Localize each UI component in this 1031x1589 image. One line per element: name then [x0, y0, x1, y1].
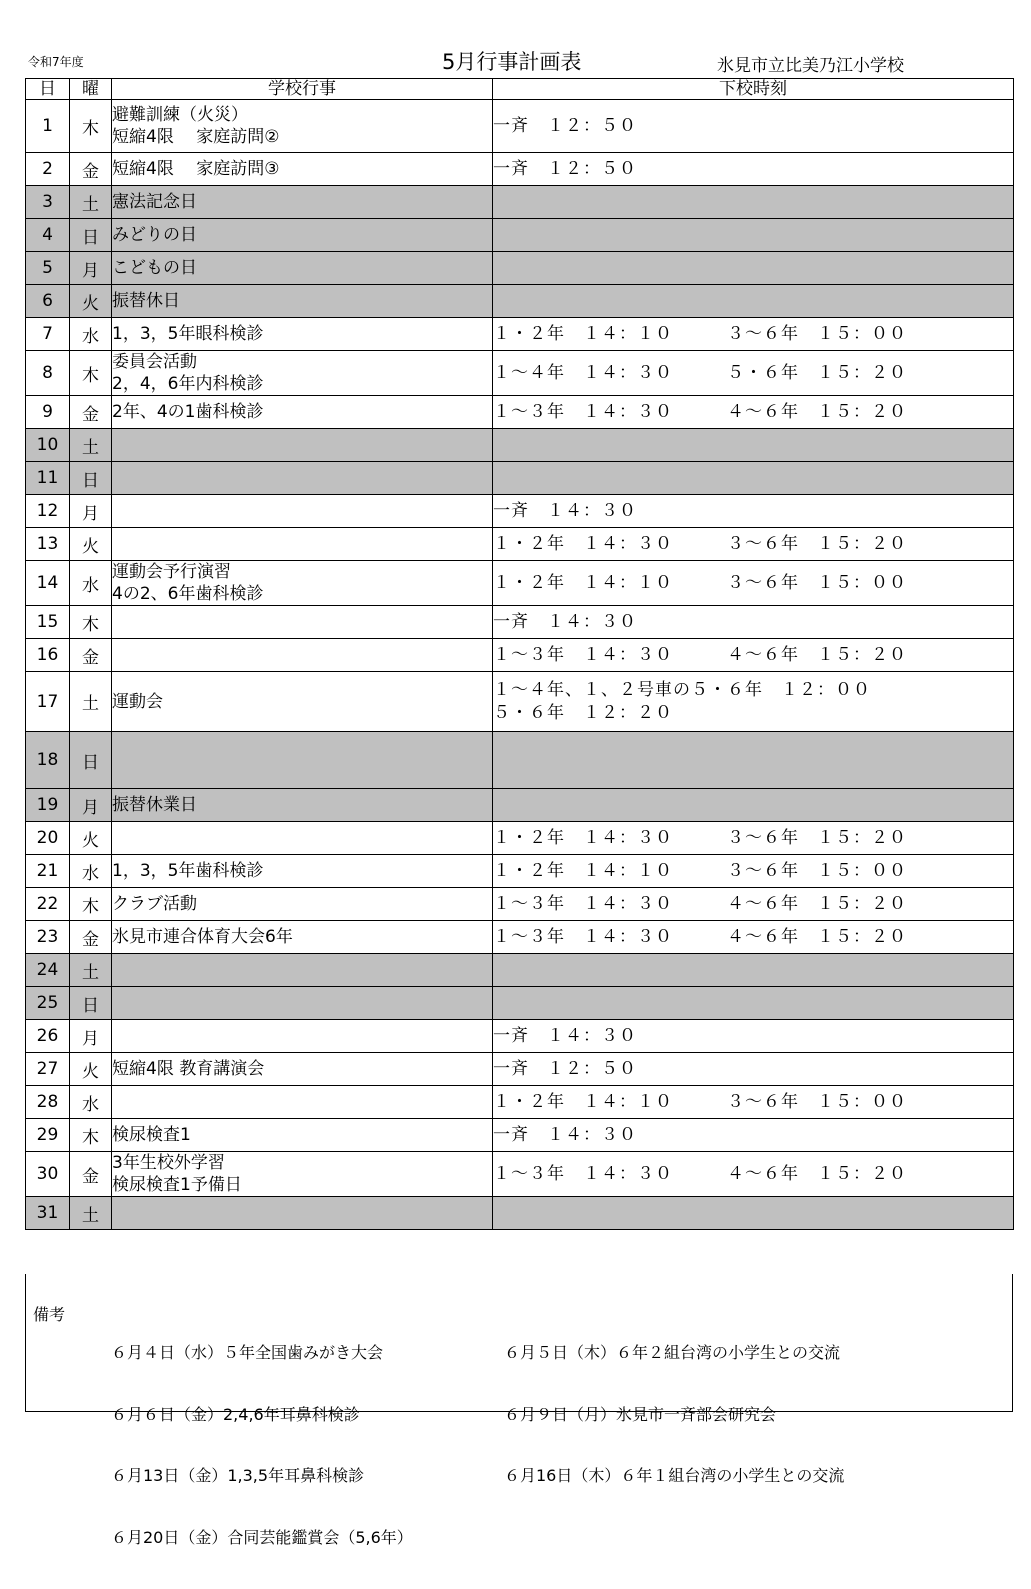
event-cell — [112, 732, 493, 789]
weekday-cell: 金 — [70, 1152, 112, 1197]
day-cell: 1 — [26, 100, 70, 153]
dismissal-cell — [493, 186, 1014, 219]
event-cell — [112, 100, 493, 153]
dismissal-line: 一斉 １２：５０ — [493, 115, 637, 136]
dismissal-cell — [493, 888, 1014, 921]
dismissal-cell — [493, 789, 1014, 822]
weekday-cell: 月 — [70, 252, 112, 285]
dismissal-cell — [493, 1053, 1014, 1086]
weekday-cell: 土 — [70, 672, 112, 732]
table-row — [26, 186, 1014, 219]
event-line: 振替休日 — [112, 291, 180, 311]
event-cell — [112, 606, 493, 639]
dismissal-line: １・２年 １４：３０ ３～６年 １５：２０ — [493, 827, 907, 848]
day-cell: 28 — [26, 1086, 70, 1119]
event-line: 振替休業日 — [112, 795, 197, 815]
day-cell: 15 — [26, 606, 70, 639]
table-row — [26, 921, 1014, 954]
day-cell: 22 — [26, 888, 70, 921]
weekday-cell: 木 — [70, 888, 112, 921]
table-row — [26, 1152, 1014, 1197]
page-title: 5月行事計画表 — [442, 50, 582, 74]
table-row — [26, 100, 1014, 153]
day-cell: 21 — [26, 855, 70, 888]
dismissal-line: １～３年 １４：３０ ４～６年 １５：２０ — [493, 893, 907, 914]
event-cell — [112, 351, 493, 396]
column-header-events: 学校行事 — [112, 79, 493, 100]
note-item: ６月６日（金）2,4,6年耳鼻科検診 — [111, 1404, 360, 1424]
weekday-cell: 金 — [70, 639, 112, 672]
table-row — [26, 672, 1014, 732]
weekday-cell: 水 — [70, 561, 112, 606]
note-item: ６月16日（木）６年１組台湾の小学生との交流 — [504, 1466, 845, 1485]
weekday-cell: 月 — [70, 789, 112, 822]
dismissal-line: １～３年 １４：３０ ４～６年 １５：２０ — [493, 926, 907, 947]
weekday-cell: 火 — [70, 822, 112, 855]
column-header-weekday: 曜 — [70, 79, 112, 100]
dismissal-cell — [493, 396, 1014, 429]
table-row — [26, 219, 1014, 252]
event-line: 4の2、6年歯科検診 — [112, 584, 264, 604]
event-cell — [112, 285, 493, 318]
event-line: 3年生校外学習 — [112, 1153, 225, 1173]
dismissal-line: １～３年 １４：３０ ４～６年 １５：２０ — [493, 1163, 907, 1184]
event-line: 短縮4限 家庭訪問③ — [112, 159, 280, 179]
day-cell: 26 — [26, 1020, 70, 1053]
weekday-cell: 土 — [70, 186, 112, 219]
weekday-cell: 金 — [70, 153, 112, 186]
event-line: こどもの日 — [112, 258, 197, 278]
table-row — [26, 285, 1014, 318]
dismissal-cell — [493, 954, 1014, 987]
day-cell: 31 — [26, 1197, 70, 1230]
dismissal-line: １・２年 １４：１０ ３～６年 １５：００ — [493, 323, 907, 344]
day-cell: 24 — [26, 954, 70, 987]
dismissal-cell — [493, 732, 1014, 789]
notes-label: 備考 — [33, 1305, 66, 1324]
note-item: ６月４日（水）５年全国歯みがき大会 — [111, 1343, 384, 1362]
day-cell: 2 — [26, 153, 70, 186]
weekday-cell: 木 — [70, 1119, 112, 1152]
table-row — [26, 1086, 1014, 1119]
dismissal-cell — [493, 318, 1014, 351]
day-cell: 4 — [26, 219, 70, 252]
dismissal-cell — [493, 153, 1014, 186]
dismissal-line: １～４年、１、２号車の５・６年 １２：００ — [493, 679, 871, 700]
dismissal-cell — [493, 252, 1014, 285]
table-row — [26, 462, 1014, 495]
event-line: 検尿検査1 — [112, 1125, 191, 1145]
event-cell — [112, 561, 493, 606]
event-cell — [112, 396, 493, 429]
weekday-cell: 火 — [70, 528, 112, 561]
event-line: 避難訓練（火災） — [112, 105, 248, 125]
event-cell — [112, 822, 493, 855]
day-cell: 17 — [26, 672, 70, 732]
event-cell — [112, 1053, 493, 1086]
weekday-cell: 水 — [70, 318, 112, 351]
weekday-cell: 木 — [70, 351, 112, 396]
weekday-cell: 土 — [70, 1197, 112, 1230]
weekday-cell: 水 — [70, 855, 112, 888]
event-cell — [112, 186, 493, 219]
event-cell — [112, 1119, 493, 1152]
note-item: ６月20日（金）合同芸能鑑賞会（5,6年） — [111, 1527, 413, 1547]
event-cell — [112, 1086, 493, 1119]
event-cell — [112, 987, 493, 1020]
dismissal-cell — [493, 285, 1014, 318]
note-item: ６月９日（月）氷見市一斉部会研究会 — [504, 1404, 777, 1424]
column-header-day: 日 — [26, 79, 70, 100]
event-cell — [112, 252, 493, 285]
table-row — [26, 495, 1014, 528]
dismissal-line: 一斉 １２：５０ — [493, 158, 637, 179]
weekday-cell: 土 — [70, 429, 112, 462]
dismissal-line: 一斉 １４：３０ — [493, 611, 637, 632]
dismissal-cell — [493, 1086, 1014, 1119]
note-item: ６月５日（木）６年２組台湾の小学生との交流 — [504, 1343, 841, 1362]
weekday-cell: 日 — [70, 219, 112, 252]
dismissal-line: 一斉 １４：３０ — [493, 500, 637, 521]
schedule-table — [25, 78, 1014, 1230]
event-line: 短縮4限 教育講演会 — [112, 1059, 265, 1079]
event-line: 氷見市連合体育大会6年 — [112, 927, 293, 947]
dismissal-cell — [493, 495, 1014, 528]
day-cell: 23 — [26, 921, 70, 954]
event-line: 1，3，5年眼科検診 — [112, 324, 264, 344]
table-row — [26, 429, 1014, 462]
table-row — [26, 351, 1014, 396]
day-cell: 18 — [26, 732, 70, 789]
dismissal-line: １・２年 １４：３０ ３～６年 １５：２０ — [493, 533, 907, 554]
dismissal-cell — [493, 606, 1014, 639]
table-row — [26, 1197, 1014, 1230]
event-cell — [112, 528, 493, 561]
table-row — [26, 561, 1014, 606]
dismissal-cell — [493, 921, 1014, 954]
dismissal-line: １・２年 １４：１０ ３～６年 １５：００ — [493, 860, 907, 881]
event-cell — [112, 495, 493, 528]
dismissal-cell — [493, 528, 1014, 561]
table-row — [26, 606, 1014, 639]
weekday-cell: 月 — [70, 495, 112, 528]
event-cell — [112, 219, 493, 252]
table-row — [26, 639, 1014, 672]
table-row — [26, 732, 1014, 789]
school-name: 氷見市立比美乃江小学校 — [717, 56, 904, 76]
day-cell: 27 — [26, 1053, 70, 1086]
event-line: 検尿検査1予備日 — [112, 1175, 242, 1195]
dismissal-cell — [493, 987, 1014, 1020]
dismissal-cell — [493, 219, 1014, 252]
event-cell — [112, 429, 493, 462]
event-cell — [112, 789, 493, 822]
event-cell — [112, 639, 493, 672]
table-row — [26, 954, 1014, 987]
event-cell — [112, 462, 493, 495]
day-cell: 30 — [26, 1152, 70, 1197]
event-line: 2年、4の1歯科検診 — [112, 402, 264, 422]
event-cell — [112, 921, 493, 954]
table-row — [26, 1020, 1014, 1053]
day-cell: 16 — [26, 639, 70, 672]
day-cell: 13 — [26, 528, 70, 561]
event-cell — [112, 1152, 493, 1197]
dismissal-cell — [493, 100, 1014, 153]
table-row — [26, 396, 1014, 429]
dismissal-line: １・２年 １４：１０ ３～６年 １５：００ — [493, 1091, 907, 1112]
dismissal-line: １～３年 １４：３０ ４～６年 １５：２０ — [493, 401, 907, 422]
weekday-cell: 木 — [70, 100, 112, 153]
dismissal-line: 一斉 １２：５０ — [493, 1058, 637, 1079]
weekday-cell: 日 — [70, 462, 112, 495]
event-line: 1，3，5年歯科検診 — [112, 861, 264, 881]
day-cell: 11 — [26, 462, 70, 495]
dismissal-cell — [493, 429, 1014, 462]
event-line: 委員会活動 — [112, 352, 197, 372]
notes-section — [25, 1274, 1013, 1547]
weekday-cell: 金 — [70, 921, 112, 954]
dismissal-cell — [493, 855, 1014, 888]
table-row — [26, 1119, 1014, 1152]
table-row — [26, 888, 1014, 921]
column-header-dismissal: 下校時刻 — [493, 79, 1014, 100]
day-cell: 6 — [26, 285, 70, 318]
dismissal-line: １・２年 １４：１０ ３～６年 １５：００ — [493, 572, 907, 593]
table-row — [26, 822, 1014, 855]
table-row — [26, 987, 1014, 1020]
notes-right-column — [504, 1302, 844, 1528]
day-cell: 29 — [26, 1119, 70, 1152]
day-cell: 14 — [26, 561, 70, 606]
weekday-cell: 金 — [70, 396, 112, 429]
weekday-cell: 火 — [70, 1053, 112, 1086]
event-line: 運動会 — [112, 691, 163, 712]
weekday-cell: 水 — [70, 1086, 112, 1119]
day-cell: 9 — [26, 396, 70, 429]
event-cell — [112, 672, 493, 732]
table-row — [26, 789, 1014, 822]
weekday-cell: 日 — [70, 732, 112, 789]
weekday-cell: 土 — [70, 954, 112, 987]
dismissal-line: １～４年 １４：３０ ５・６年 １５：２０ — [493, 362, 907, 383]
event-cell — [112, 855, 493, 888]
day-cell: 8 — [26, 351, 70, 396]
era-label: 令和7年度 — [28, 55, 84, 69]
weekday-cell: 月 — [70, 1020, 112, 1053]
event-cell — [112, 153, 493, 186]
dismissal-cell — [493, 561, 1014, 606]
weekday-cell: 日 — [70, 987, 112, 1020]
dismissal-cell — [493, 351, 1014, 396]
table-row — [26, 252, 1014, 285]
weekday-cell: 火 — [70, 285, 112, 318]
event-line: クラブ活動 — [112, 894, 197, 914]
note-item: ６月13日（金）1,3,5年耳鼻科検診 — [111, 1466, 365, 1485]
dismissal-cell — [493, 672, 1014, 732]
event-cell — [112, 954, 493, 987]
dismissal-line: 一斉 １４：３０ — [493, 1124, 637, 1145]
event-cell — [112, 888, 493, 921]
dismissal-cell — [493, 639, 1014, 672]
table-row — [26, 1053, 1014, 1086]
day-cell: 12 — [26, 495, 70, 528]
day-cell: 19 — [26, 789, 70, 822]
dismissal-line: ５・６年 １２：２０ — [493, 702, 673, 723]
dismissal-cell — [493, 462, 1014, 495]
table-row — [26, 153, 1014, 186]
dismissal-cell — [493, 822, 1014, 855]
header-row — [26, 79, 1014, 100]
table-row — [26, 318, 1014, 351]
dismissal-cell — [493, 1152, 1014, 1197]
event-line: 憲法記念日 — [112, 192, 197, 212]
event-line: 2，4，6年内科検診 — [112, 374, 264, 394]
day-cell: 5 — [26, 252, 70, 285]
dismissal-cell — [493, 1197, 1014, 1230]
day-cell: 10 — [26, 429, 70, 462]
event-line: 短縮4限 家庭訪問② — [112, 127, 280, 147]
table-row — [26, 528, 1014, 561]
event-cell — [112, 318, 493, 351]
table-row — [26, 855, 1014, 888]
dismissal-cell — [493, 1020, 1014, 1053]
event-line: 運動会予行演習 — [112, 562, 231, 582]
dismissal-cell — [493, 1119, 1014, 1152]
event-cell — [112, 1020, 493, 1053]
weekday-cell: 木 — [70, 606, 112, 639]
dismissal-line: 一斉 １４：３０ — [493, 1025, 637, 1046]
event-cell — [112, 1197, 493, 1230]
day-cell: 25 — [26, 987, 70, 1020]
notes-left-column — [111, 1302, 413, 1589]
day-cell: 7 — [26, 318, 70, 351]
day-cell: 3 — [26, 186, 70, 219]
dismissal-line: １～３年 １４：３０ ４～６年 １５：２０ — [493, 644, 907, 665]
event-line: みどりの日 — [112, 225, 197, 245]
day-cell: 20 — [26, 822, 70, 855]
